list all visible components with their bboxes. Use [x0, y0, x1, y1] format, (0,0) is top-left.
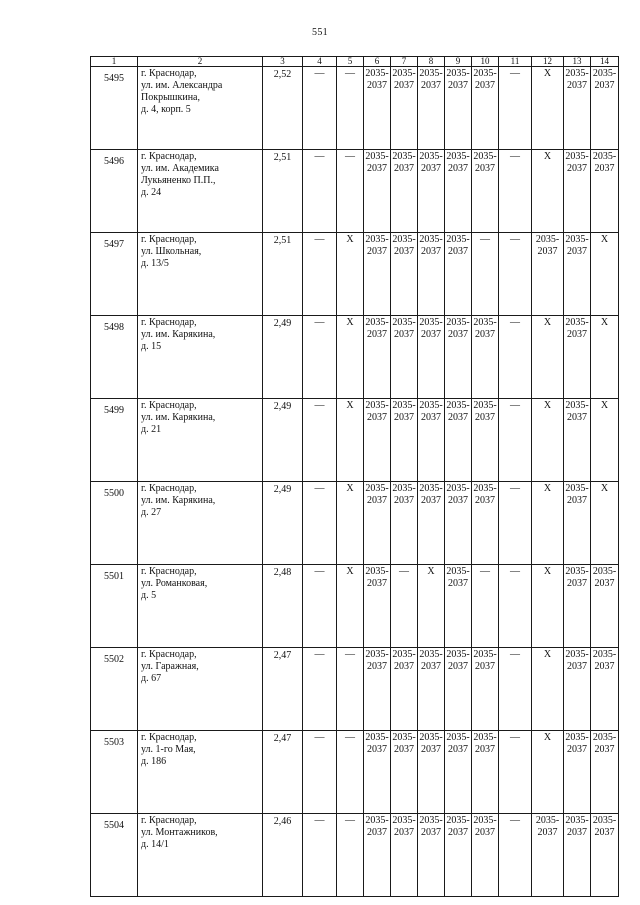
period-cell-col-11: — — [499, 150, 532, 233]
column-number-8: 8 — [418, 57, 445, 67]
period-cell-col-4: — — [303, 648, 337, 731]
period-cell-col-10: — — [472, 233, 499, 316]
address-line: д. 14/1 — [141, 839, 169, 850]
period-cell-col-9: 2035-2037 — [445, 814, 472, 897]
address-line: г. Краснодар, — [141, 400, 197, 411]
period-cell-col-9: 2035-2037 — [445, 316, 472, 399]
period-cell-col-5: — — [337, 731, 364, 814]
period-cell-col-11: — — [499, 482, 532, 565]
period-cell-col-10: 2035-2037 — [472, 316, 499, 399]
period-cell-col-4: — — [303, 233, 337, 316]
value-cell: 2,49 — [263, 399, 303, 482]
address-line: г. Краснодар, — [141, 317, 197, 328]
header-row — [91, 57, 619, 67]
period-cell-col-9: 2035-2037 — [445, 67, 472, 150]
period-cell-col-5: — — [337, 67, 364, 150]
period-cell-col-14: X — [591, 399, 619, 482]
address-cell — [138, 648, 263, 731]
column-number-11: 11 — [499, 57, 532, 67]
period-cell-col-11: — — [499, 67, 532, 150]
address-cell — [138, 150, 263, 233]
address-line: д. 15 — [141, 341, 162, 352]
period-cell-col-13: 2035-2037 — [564, 67, 591, 150]
period-cell-col-4: — — [303, 565, 337, 648]
row-number: 5497 — [91, 233, 138, 316]
period-cell-col-9: 2035-2037 — [445, 233, 472, 316]
period-cell-col-14: X — [591, 316, 619, 399]
period-cell-col-14: 2035-2037 — [591, 648, 619, 731]
column-number-5: 5 — [337, 57, 364, 67]
period-cell-col-10: 2035-2037 — [472, 150, 499, 233]
row-number: 5495 — [91, 67, 138, 150]
period-cell-col-11: — — [499, 233, 532, 316]
value-cell: 2,49 — [263, 482, 303, 565]
period-cell-col-7: — — [391, 565, 418, 648]
period-cell-col-11: — — [499, 814, 532, 897]
address-line: г. Краснодар, — [141, 732, 197, 743]
address-line: г. Краснодар, — [141, 566, 197, 577]
value-cell: 2,52 — [263, 67, 303, 150]
period-cell-col-8: 2035-2037 — [418, 150, 445, 233]
period-cell-col-12: X — [532, 648, 564, 731]
row-number: 5502 — [91, 648, 138, 731]
period-cell-col-6: 2035-2037 — [364, 233, 391, 316]
table-row — [91, 565, 619, 648]
row-number: 5501 — [91, 565, 138, 648]
address-line: д. 67 — [141, 673, 162, 684]
period-cell-col-11: — — [499, 648, 532, 731]
row-number: 5504 — [91, 814, 138, 897]
period-cell-col-12: X — [532, 482, 564, 565]
period-cell-col-6: 2035-2037 — [364, 648, 391, 731]
address-line: Лукьяненко П.П., — [141, 175, 216, 186]
period-cell-col-14: 2035-2037 — [591, 67, 619, 150]
period-cell-col-7: 2035-2037 — [391, 648, 418, 731]
address-line: ул. Гаражная, — [141, 661, 199, 672]
address-line: г. Краснодар, — [141, 483, 197, 494]
period-cell-col-10: 2035-2037 — [472, 814, 499, 897]
period-cell-col-6: 2035-2037 — [364, 482, 391, 565]
table-row — [91, 233, 619, 316]
period-cell-col-6: 2035-2037 — [364, 67, 391, 150]
address-line: д. 4, корп. 5 — [141, 104, 191, 115]
period-cell-col-12: X — [532, 565, 564, 648]
period-cell-col-9: 2035-2037 — [445, 731, 472, 814]
address-cell — [138, 233, 263, 316]
row-number: 5496 — [91, 150, 138, 233]
period-cell-col-13: 2035-2037 — [564, 399, 591, 482]
period-cell-col-5: — — [337, 814, 364, 897]
address-line: ул. им. Александра — [141, 80, 223, 91]
table-row — [91, 648, 619, 731]
period-cell-col-9: 2035-2037 — [445, 150, 472, 233]
period-cell-col-13: 2035-2037 — [564, 150, 591, 233]
period-cell-col-8: 2035-2037 — [418, 814, 445, 897]
period-cell-col-4: — — [303, 150, 337, 233]
page-number: 551 — [312, 27, 328, 38]
table-row — [91, 67, 619, 150]
period-cell-col-14: 2035-2037 — [591, 814, 619, 897]
table-row — [91, 399, 619, 482]
address-line: ул. Школьная, — [141, 246, 202, 257]
period-cell-col-14: X — [591, 233, 619, 316]
address-line: ул. им. Академика — [141, 163, 219, 174]
period-cell-col-4: — — [303, 731, 337, 814]
address-line: ул. им. Карякина, — [141, 412, 216, 423]
period-cell-col-11: — — [499, 565, 532, 648]
period-cell-col-14: 2035-2037 — [591, 565, 619, 648]
column-number-13: 13 — [564, 57, 591, 67]
address-line: д. 13/5 — [141, 258, 169, 269]
period-cell-col-5: X — [337, 399, 364, 482]
address-line: д. 27 — [141, 507, 162, 518]
period-cell-col-12: X — [532, 67, 564, 150]
period-cell-col-13: 2035-2037 — [564, 731, 591, 814]
period-cell-col-14: 2035-2037 — [591, 150, 619, 233]
period-cell-col-13: 2035-2037 — [564, 316, 591, 399]
address-line: г. Краснодар, — [141, 649, 197, 660]
period-cell-col-8: 2035-2037 — [418, 399, 445, 482]
period-cell-col-13: 2035-2037 — [564, 648, 591, 731]
row-number: 5499 — [91, 399, 138, 482]
address-cell — [138, 814, 263, 897]
table-row — [91, 814, 619, 897]
period-cell-col-9: 2035-2037 — [445, 399, 472, 482]
column-number-9: 9 — [445, 57, 472, 67]
period-cell-col-4: — — [303, 316, 337, 399]
period-cell-col-4: — — [303, 814, 337, 897]
period-cell-col-10: 2035-2037 — [472, 67, 499, 150]
address-line: г. Краснодар, — [141, 234, 197, 245]
period-cell-col-12: X — [532, 316, 564, 399]
period-cell-col-6: 2035-2037 — [364, 150, 391, 233]
period-cell-col-6: 2035-2037 — [364, 565, 391, 648]
address-line: ул. им. Карякина, — [141, 329, 216, 340]
period-cell-col-7: 2035-2037 — [391, 67, 418, 150]
row-number: 5503 — [91, 731, 138, 814]
address-line: г. Краснодар, — [141, 151, 197, 162]
period-cell-col-11: — — [499, 316, 532, 399]
address-line: д. 24 — [141, 187, 162, 198]
address-line: ул. им. Карякина, — [141, 495, 216, 506]
period-cell-col-10: 2035-2037 — [472, 399, 499, 482]
address-cell — [138, 316, 263, 399]
period-cell-col-12: X — [532, 399, 564, 482]
column-number-2: 2 — [138, 57, 263, 67]
period-cell-col-10: — — [472, 565, 499, 648]
period-cell-col-7: 2035-2037 — [391, 233, 418, 316]
period-cell-col-10: 2035-2037 — [472, 482, 499, 565]
address-line: г. Краснодар, — [141, 68, 197, 79]
period-cell-col-8: 2035-2037 — [418, 316, 445, 399]
value-cell: 2,47 — [263, 648, 303, 731]
period-cell-col-6: 2035-2037 — [364, 399, 391, 482]
period-cell-col-14: X — [591, 482, 619, 565]
period-cell-col-13: 2035-2037 — [564, 814, 591, 897]
period-cell-col-10: 2035-2037 — [472, 731, 499, 814]
address-line: ул. Романковая, — [141, 578, 208, 589]
value-cell: 2,48 — [263, 565, 303, 648]
column-number-7: 7 — [391, 57, 418, 67]
value-cell: 2,46 — [263, 814, 303, 897]
column-number-6: 6 — [364, 57, 391, 67]
column-number-3: 3 — [263, 57, 303, 67]
period-cell-col-8: X — [418, 565, 445, 648]
register-table — [90, 56, 619, 897]
address-line: Покрышкина, — [141, 92, 200, 103]
period-cell-col-12: X — [532, 731, 564, 814]
period-cell-col-6: 2035-2037 — [364, 814, 391, 897]
period-cell-col-5: X — [337, 316, 364, 399]
period-cell-col-7: 2035-2037 — [391, 731, 418, 814]
period-cell-col-8: 2035-2037 — [418, 67, 445, 150]
period-cell-col-11: — — [499, 399, 532, 482]
period-cell-col-4: — — [303, 399, 337, 482]
address-line: ул. Монтажников, — [141, 827, 218, 838]
table-row — [91, 316, 619, 399]
value-cell: 2,47 — [263, 731, 303, 814]
column-number-10: 10 — [472, 57, 499, 67]
period-cell-col-6: 2035-2037 — [364, 316, 391, 399]
address-cell — [138, 565, 263, 648]
address-line: д. 21 — [141, 424, 162, 435]
period-cell-col-13: 2035-2037 — [564, 565, 591, 648]
period-cell-col-7: 2035-2037 — [391, 316, 418, 399]
period-cell-col-9: 2035-2037 — [445, 648, 472, 731]
address-cell — [138, 731, 263, 814]
period-cell-col-12: 2035-2037 — [532, 233, 564, 316]
address-line: г. Краснодар, — [141, 815, 197, 826]
value-cell: 2,49 — [263, 316, 303, 399]
table-row — [91, 150, 619, 233]
address-cell — [138, 399, 263, 482]
period-cell-col-13: 2035-2037 — [564, 482, 591, 565]
period-cell-col-7: 2035-2037 — [391, 399, 418, 482]
row-number: 5498 — [91, 316, 138, 399]
address-line: д. 186 — [141, 756, 167, 767]
period-cell-col-7: 2035-2037 — [391, 814, 418, 897]
period-cell-col-12: 2035-2037 — [532, 814, 564, 897]
period-cell-col-12: X — [532, 150, 564, 233]
period-cell-col-13: 2035-2037 — [564, 233, 591, 316]
period-cell-col-8: 2035-2037 — [418, 731, 445, 814]
column-number-1: 1 — [91, 57, 138, 67]
period-cell-col-6: 2035-2037 — [364, 731, 391, 814]
period-cell-col-5: — — [337, 648, 364, 731]
column-number-4: 4 — [303, 57, 337, 67]
period-cell-col-5: X — [337, 482, 364, 565]
period-cell-col-11: — — [499, 731, 532, 814]
address-cell — [138, 67, 263, 150]
address-cell — [138, 482, 263, 565]
table-row — [91, 731, 619, 814]
period-cell-col-4: — — [303, 67, 337, 150]
period-cell-col-8: 2035-2037 — [418, 233, 445, 316]
address-line: ул. 1-го Мая, — [141, 744, 196, 755]
period-cell-col-8: 2035-2037 — [418, 482, 445, 565]
period-cell-col-4: — — [303, 482, 337, 565]
period-cell-col-9: 2035-2037 — [445, 482, 472, 565]
period-cell-col-7: 2035-2037 — [391, 150, 418, 233]
period-cell-col-5: — — [337, 150, 364, 233]
period-cell-col-5: X — [337, 565, 364, 648]
address-line: д. 5 — [141, 590, 157, 601]
value-cell: 2,51 — [263, 233, 303, 316]
period-cell-col-9: 2035-2037 — [445, 565, 472, 648]
column-number-12: 12 — [532, 57, 564, 67]
period-cell-col-7: 2035-2037 — [391, 482, 418, 565]
table-row — [91, 482, 619, 565]
period-cell-col-5: X — [337, 233, 364, 316]
column-number-14: 14 — [591, 57, 619, 67]
period-cell-col-14: 2035-2037 — [591, 731, 619, 814]
row-number: 5500 — [91, 482, 138, 565]
value-cell: 2,51 — [263, 150, 303, 233]
period-cell-col-8: 2035-2037 — [418, 648, 445, 731]
period-cell-col-10: 2035-2037 — [472, 648, 499, 731]
